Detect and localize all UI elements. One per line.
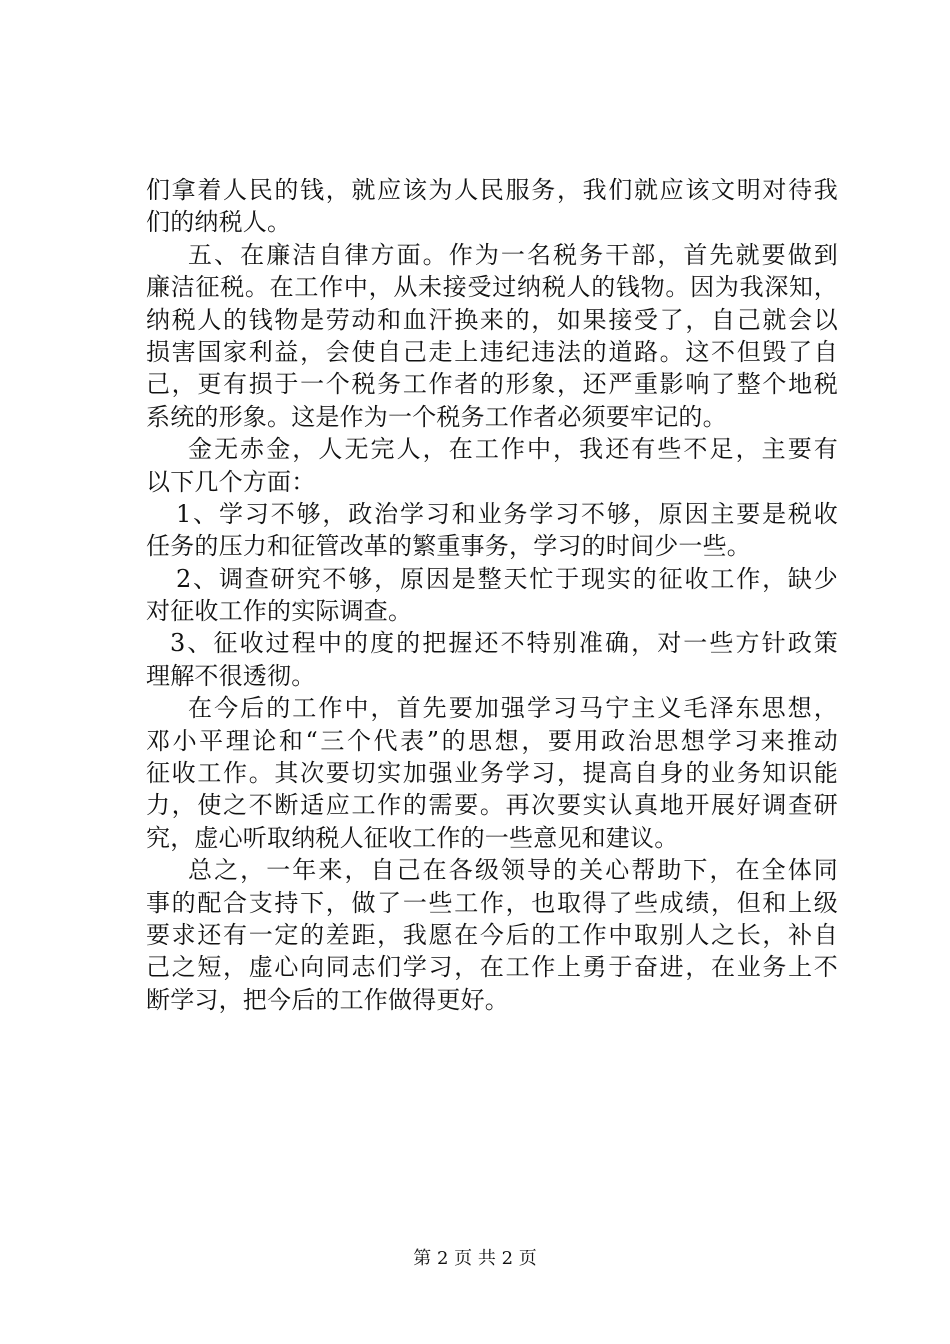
page-number-label: 第 2 页 共 2 页 xyxy=(413,1248,537,1269)
text-line: 邓小平理论和“三个代表”的思想，要用政治思想学习来推动 xyxy=(146,726,838,755)
text-line: 金无赤金，人无完人，在工作中，我还有些不足，主要有 xyxy=(188,435,838,464)
text-line: 断学习，把今后的工作做得更好。 xyxy=(146,985,509,1014)
text-line: 1、学习不够，政治学习和业务学习不够，原因主要是税收 xyxy=(176,499,838,528)
text-line: 力，使之不断适应工作的需要。再次要实认真地开展好调查研 xyxy=(146,791,838,820)
text-line: 在今后的工作中，首先要加强学习马宁主义毛泽东思想， xyxy=(188,694,838,723)
text-line: 己，更有损于一个税务工作者的形象，还严重影响了整个地税 xyxy=(146,370,838,399)
text-line: 2、调查研究不够，原因是整天忙于现实的征收工作，缺少 xyxy=(176,564,838,593)
text-line: 究，虚心听取纳税人征收工作的一些意见和建议。 xyxy=(146,823,679,852)
text-line: 系统的形象。这是作为一个税务工作者必须要牢记的。 xyxy=(146,402,727,431)
text-line: 要求还有一定的差距，我愿在今后的工作中取别人之长，补自 xyxy=(146,920,838,949)
text-line: 们拿着人民的钱，就应该为人民服务，我们就应该文明对待我 xyxy=(146,176,838,204)
text-line: 理解不很透彻。 xyxy=(146,661,316,690)
page-footer xyxy=(0,1244,950,1270)
text-line: 3、征收过程中的度的把握还不特别准确，对一些方针政策 xyxy=(170,629,838,658)
text-line: 五、在廉洁自律方面。作为一名税务干部，首先就要做到 xyxy=(188,240,838,269)
text-line: 任务的压力和征管改革的繁重事务，学习的时间少一些。 xyxy=(146,532,751,561)
text-line: 损害国家利益，会使自己走上违纪违法的道路。这不但毁了自 xyxy=(146,337,838,366)
text-line: 纳税人的钱物是劳动和血汗换来的，如果接受了，自己就会以 xyxy=(146,305,838,334)
text-line: 廉洁征税。在工作中，从未接受过纳税人的钱物。因为我深知， xyxy=(146,273,838,302)
text-line: 己之短，虚心向同志们学习，在工作上勇于奋进，在业务上不 xyxy=(146,953,838,982)
text-line: 事的配合支持下，做了一些工作，也取得了些成绩，但和上级 xyxy=(146,888,838,917)
document-body xyxy=(146,174,838,1016)
text-line: 征收工作。其次要切实加强业务学习，提高自身的业务知识能 xyxy=(146,759,838,788)
text-line: 对征收工作的实际调查。 xyxy=(146,597,413,626)
text-line: 总之，一年来，自己在各级领导的关心帮助下，在全体同 xyxy=(188,856,838,885)
text-line: 以下几个方面： xyxy=(146,467,316,496)
text-line: 们的纳税人。 xyxy=(146,208,292,237)
